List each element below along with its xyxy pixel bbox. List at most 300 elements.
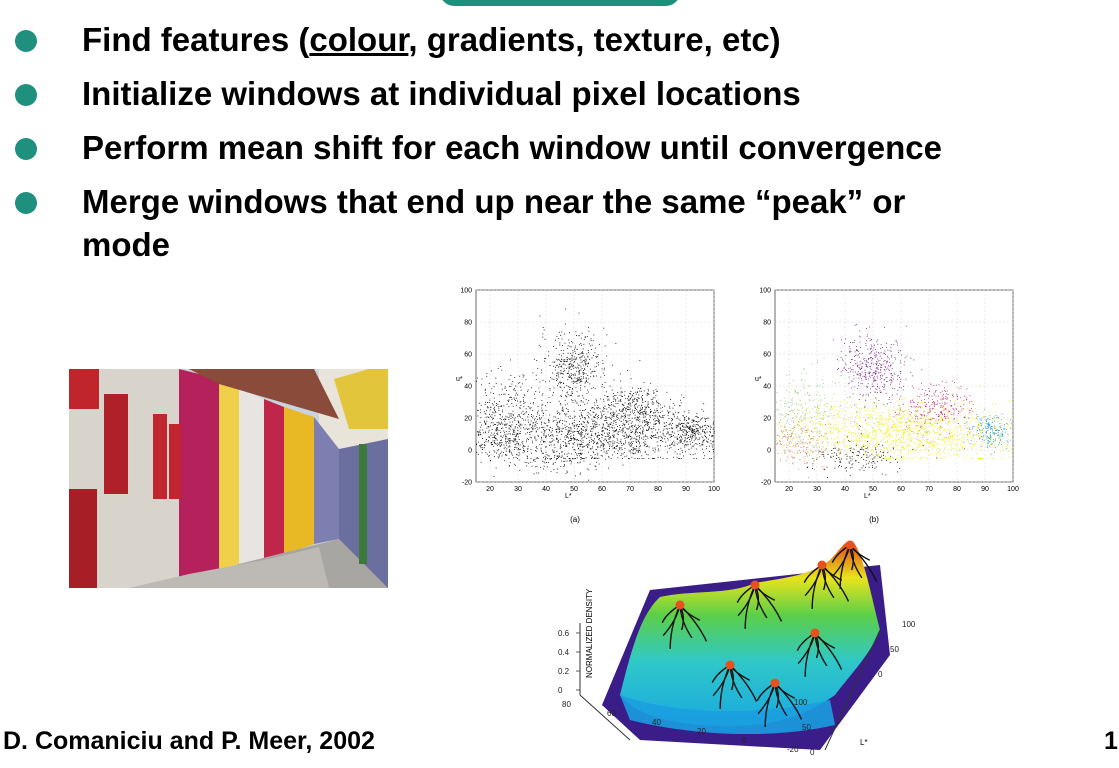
scatter-point [585,431,586,432]
scatter-point [596,458,597,459]
scatter-point [656,401,657,402]
scatter-point [572,423,573,424]
scatter-point [869,338,870,339]
scatter-point [557,435,558,436]
scatter-point [572,356,573,357]
scatter-point [859,373,860,374]
scatter-point [582,417,583,418]
scatter-point [575,373,576,374]
scatter-point [526,411,527,412]
scatter-point [946,445,947,446]
scatter-point [821,424,822,425]
scatter-point [593,426,594,427]
scatter-point [622,411,623,412]
scatter-point [916,426,917,427]
scatter-point [903,456,904,457]
scatter-point [910,372,911,373]
scatter-point [703,437,704,438]
scatter-point [885,456,886,457]
scatter-point [592,423,593,424]
scatter-point [819,413,820,414]
scatter-point [706,446,707,447]
scatter-point [657,416,658,417]
scatter-point [703,403,704,404]
scatter-point [980,432,981,433]
scatter-point [889,380,890,381]
scatter-point [932,399,933,400]
scatter-point [552,438,553,439]
scatter-point [703,411,704,412]
scatter-point [597,405,598,406]
scatter-point [953,396,954,397]
scatter-point [1008,448,1009,449]
scatter-point [927,394,928,395]
scatter-point [509,452,510,453]
scatter-point [602,386,603,387]
scatter-point [651,428,652,429]
scatter-point [507,441,508,442]
colour-link[interactable]: colour [309,21,409,58]
scatter-point [585,382,586,383]
scatter-point [907,431,908,432]
scatter-point [911,430,912,431]
scatter-point [927,440,928,441]
scatter-point [916,411,917,412]
scatter-point [498,368,499,369]
scatter-point [994,445,995,446]
scatter-point [935,412,936,413]
scatter-point [939,429,940,430]
scatter-point [500,432,501,433]
scatter-point [981,433,982,434]
scatter-point [886,430,887,431]
scatter-point [878,456,879,457]
scatter-point [818,423,819,424]
scatter-point [858,421,859,422]
scatter-point [636,403,637,404]
scatter-point [513,414,514,415]
scatter-point [837,428,838,429]
scatter-point [590,464,591,465]
scatter-point [932,408,933,409]
scatter-point [953,409,954,410]
scatter-point [519,433,520,434]
scatter-point [970,436,971,437]
scatter-point [635,453,636,454]
scatter-point [631,432,632,433]
scatter-point [516,435,517,436]
scatter-point [854,356,855,357]
scatter-point [879,363,880,364]
scatter-point [704,440,705,441]
scatter-point [938,414,939,415]
scatter-point [939,449,940,450]
scatter-point [611,422,612,423]
scatter-point [944,410,945,411]
scatter-point [685,444,686,445]
scatter-point [932,446,933,447]
scatter-point [567,379,568,380]
scatter-point [571,365,572,366]
scatter-point [518,444,519,445]
scatter-point [943,436,944,437]
scatter-point [557,469,558,470]
scatter-point [902,449,903,450]
scatter-point [631,378,632,379]
scatter-point [684,417,685,418]
scatter-point [796,453,797,454]
scatter-point [536,440,537,441]
scatter-point [797,409,798,410]
scatter-point [859,408,860,409]
scatter-point [950,426,951,427]
scatter-point [604,411,605,412]
scatter-point [829,422,830,423]
scatter-point [656,420,657,421]
scatter-point [676,426,677,427]
scatter-point [847,435,848,436]
scatter-point [528,422,529,423]
scatter-point [647,394,648,395]
scatter-point [615,406,616,407]
scatter-point [833,406,834,407]
scatter-point [667,429,668,430]
scatter-point [694,458,695,459]
scatter-point [539,388,540,389]
scatter-point [656,389,657,390]
scatter-point [870,442,871,443]
scatter-point [547,425,548,426]
scatter-point [669,424,670,425]
scatter-point [608,439,609,440]
scatter-point [501,422,502,423]
scatter-point [487,406,488,407]
scatter-point [559,453,560,454]
scatter-point [618,450,619,451]
scatter-point [608,436,609,437]
scatter-point [568,443,569,444]
scatter-point [698,421,699,422]
scatter-point [960,412,961,413]
scatter-point [646,414,647,415]
scatter-point [613,396,614,397]
scatter-point [550,442,551,443]
scatter-point [702,430,703,431]
scatter-point [557,411,558,412]
scatter-point [581,370,582,371]
scatter-point [628,409,629,410]
scatter-point [868,394,869,395]
scatter-point [886,393,887,394]
scatter-point [865,407,866,408]
scatter-point [702,431,703,432]
scatter-point [953,415,954,416]
scatter-point [954,434,955,435]
scatter-point [510,438,511,439]
scatter-point [640,433,641,434]
scatter-point [592,357,593,358]
scatter-point [886,347,887,348]
scatter-point [579,335,580,336]
scatter-point [596,469,597,470]
scatter-point [632,410,633,411]
scatter-point [517,458,518,459]
scatter-point [828,446,829,447]
scatter-point [941,411,942,412]
scatter-point [580,457,581,458]
scatter-point [696,449,697,450]
scatter-point [597,418,598,419]
plot-frame [775,290,1013,482]
scatter-point [948,425,949,426]
scatter-point [679,419,680,420]
scatter-point [849,346,850,347]
scatter-point [668,412,669,413]
scatter-point [517,427,518,428]
scatter-point [665,446,666,447]
scatter-point [559,345,560,346]
scatter-point [590,431,591,432]
scatter-point [886,429,887,430]
scatter-point [848,372,849,373]
scatter-point [900,396,901,397]
scatter-point [809,441,810,442]
scatter-point [933,448,934,449]
scatter-point [875,447,876,448]
scatter-point [559,431,560,432]
scatter-point [478,434,479,435]
scatter-point [657,391,658,392]
scatter-point [885,458,886,459]
scatter-point [604,369,605,370]
scatter-point [678,423,679,424]
scatter-point [886,423,887,424]
scatter-point [909,433,910,434]
scatter-point [857,355,858,356]
scatter-point [918,452,919,453]
scatter-point [854,402,855,403]
scatter-point [931,425,932,426]
scatter-point [559,414,560,415]
scatter-point [903,404,904,405]
scatter-point [697,444,698,445]
scatter-point [587,444,588,445]
scatter-point [892,395,893,396]
scatter-point [543,433,544,434]
scatter-point [569,443,570,444]
scatter-point [497,434,498,435]
scatter-point [663,435,664,436]
scatter-point [962,429,963,430]
scatter-point [593,407,594,408]
scatter-point [834,424,835,425]
scatter-point [908,450,909,451]
scatter-point [891,355,892,356]
scatter-point [558,456,559,457]
scatter-point [653,403,654,404]
scatter-point [962,410,963,411]
scatter-point [866,433,867,434]
scatter-point [592,371,593,372]
scatter-point [979,406,980,407]
scatter-point [890,458,891,459]
scatter-point [866,379,867,380]
scatter-point [896,428,897,429]
scatter-point [842,359,843,360]
scatter-point [493,446,494,447]
scatter-point [485,404,486,405]
scatter-point [906,326,907,327]
scatter-point [939,452,940,453]
scatter-point [575,351,576,352]
scatter-point [683,429,684,430]
scatter-point [628,436,629,437]
scatter-point [681,395,682,396]
scatter-point [963,410,964,411]
scatter-point [937,422,938,423]
scatter-point [519,439,520,440]
scatter-point [573,352,574,353]
scatter-point [916,421,917,422]
scatter-point [512,381,513,382]
scatter-point [600,377,601,378]
scatter-point [903,434,904,435]
scatter-point [887,426,888,427]
scatter-point [672,442,673,443]
scatter-point [961,438,962,439]
scatter-point [632,400,633,401]
scatter-point [865,364,866,365]
scatter-point [686,434,687,435]
scatter-point [848,408,849,409]
scatter-point [942,417,943,418]
scatter-point [858,446,859,447]
scatter-point [941,434,942,435]
scatter-point [664,429,665,430]
scatter-point [877,421,878,422]
scatter-point [698,430,699,431]
scatter-point [541,408,542,409]
scatter-point [908,441,909,442]
scatter-point [917,421,918,422]
scatter-point [635,392,636,393]
scatter-point [590,346,591,347]
scatter-point [595,352,596,353]
scatter-point [874,405,875,406]
scatter-point [540,467,541,468]
scatter-point [552,379,553,380]
scatter-point [889,416,890,417]
scatter-point [567,392,568,393]
scatter-point [511,418,512,419]
scatter-point [575,347,576,348]
scatter-point [603,409,604,410]
scatter-point [902,442,903,443]
scatter-point [856,438,857,439]
scatter-point [920,450,921,451]
scatter-point [925,450,926,451]
y-tick-label: 60 [763,351,771,359]
scatter-point [647,422,648,423]
scatter-point [584,404,585,405]
scatter-point [594,442,595,443]
scatter-point [910,428,911,429]
scatter-point [518,443,519,444]
scatter-point [527,451,528,452]
scatter-point [884,385,885,386]
scatter-point [941,427,942,428]
scatter-point [602,415,603,416]
scatter-point [908,427,909,428]
scatter-point [537,429,538,430]
scatter-point [602,360,603,361]
scatter-point [580,357,581,358]
scatter-point [571,461,572,462]
scatter-point [577,349,578,350]
scatter-point [554,444,555,445]
scatter-point [653,458,654,459]
scatter-point [571,373,572,374]
scatter-point [554,451,555,452]
scatter-point [869,373,870,374]
scatter-point [586,381,587,382]
scatter-point [557,456,558,457]
scatter-point [906,422,907,423]
scatter-point [677,425,678,426]
scatter-point [969,417,970,418]
scatter-point [522,418,523,419]
scatter-point [885,371,886,372]
scatter-point [893,410,894,411]
scatter-point [536,421,537,422]
scatter-point [691,438,692,439]
scatter-point [890,422,891,423]
scatter-point [583,372,584,373]
scatter-point [581,401,582,402]
scatter-point [875,349,876,350]
scatter-point [642,433,643,434]
scatter-point [859,336,860,337]
scatter-point [643,442,644,443]
scatter-point [571,347,572,348]
scatter-point [494,450,495,451]
scatter-point [567,373,568,374]
scatter-point [700,429,701,430]
scatter-point [497,450,498,451]
scatter-point [652,399,653,400]
scatter-point [653,412,654,413]
scatter-point [561,382,562,383]
scatter-point [563,428,564,429]
scatter-point [884,361,885,362]
scatter-point [559,364,560,365]
scatter-point [642,434,643,435]
scatter-point [867,334,868,335]
scatter-point [926,426,927,427]
scatter-point [855,425,856,426]
scatter-point [843,445,844,446]
scatter-point [890,445,891,446]
scatter-point [633,429,634,430]
scatter-point [497,445,498,446]
scatter-point [641,405,642,406]
scatter-point [920,429,921,430]
scatter-point [945,441,946,442]
scatter-point [929,412,930,413]
scatter-point [523,400,524,401]
scatter-point [849,430,850,431]
scatter-point [560,395,561,396]
